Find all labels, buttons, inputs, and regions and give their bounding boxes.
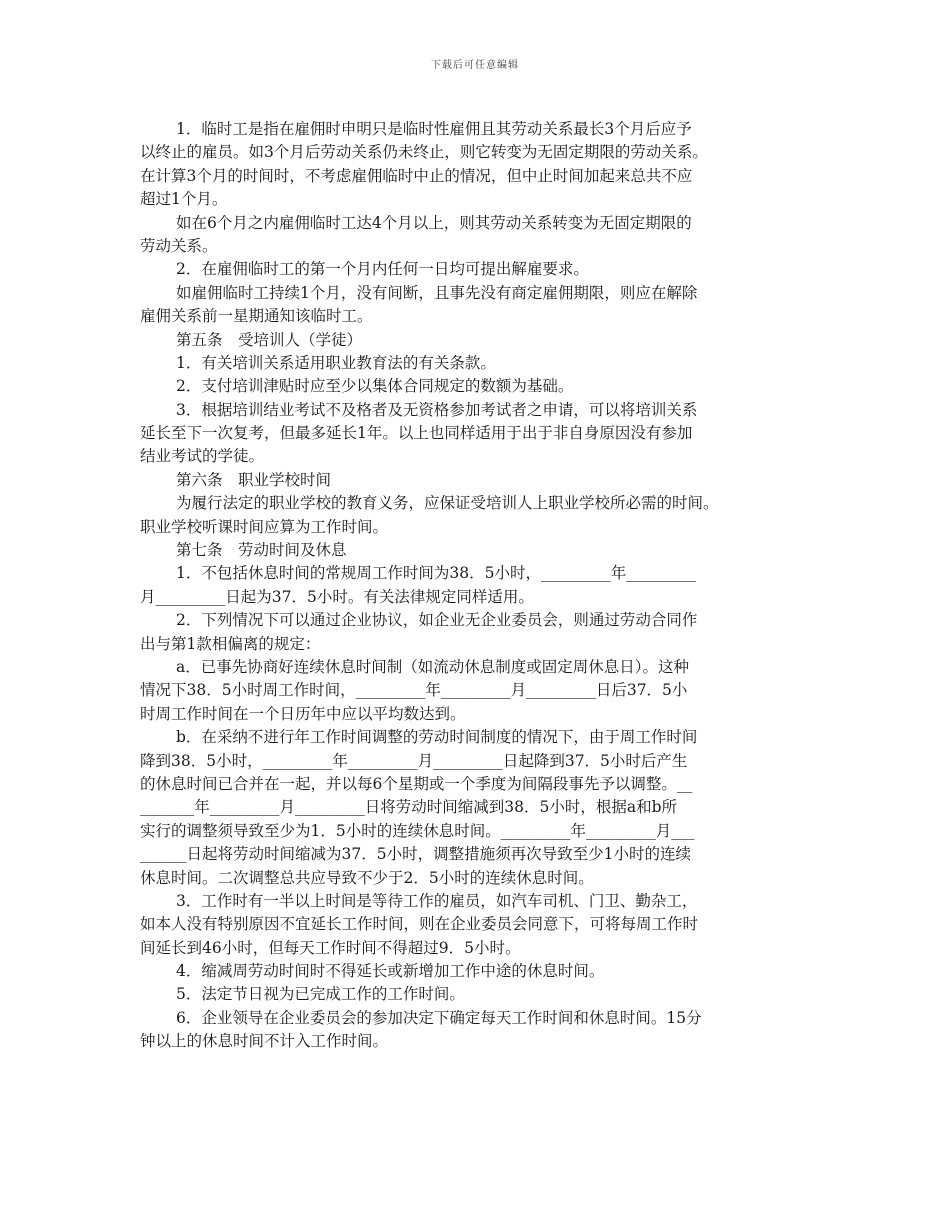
text-line: 5．法定节日视为已完成工作的工作时间。 — [176, 985, 465, 1004]
text-line: 雇佣关系前一星期通知该临时工。 — [140, 307, 373, 326]
text-line: 如在6个月之内雇佣临时工达4个月以上，则其劳动关系转变为无固定期限的 — [176, 213, 692, 232]
text-line: 时周工作时间在一个日历年中应以平均数达到。 — [140, 704, 466, 723]
text-line: 3．根据培训结业考试不及格者及无资格参加考试者之申请，可以将培训关系 — [176, 400, 698, 419]
document-body — [140, 118, 812, 1054]
text-line: 如本人没有特别原因不宜延长工作时间，则在企业委员会同意下，可将每周工作时 — [140, 915, 699, 934]
text-line: 出与第1款相偏离的规定： — [140, 634, 321, 653]
text-line: 在计算3个月的时间时，不考虑雇佣临时中止的情况，但中止时间加起来总共不应 — [140, 166, 693, 185]
text-line: 3．工作时有一半以上时间是等待工作的雇员，如汽车司机、门卫、勤杂工， — [176, 891, 698, 910]
text-line: 超过1个月。 — [140, 190, 228, 209]
text-line: 以终止的雇员。如3个月后劳动关系仍未终止，则它转变为无固定期限的劳动关系。 — [140, 143, 708, 162]
text-line: 第六条 职业学校时间 — [176, 470, 332, 489]
text-line: 4．缩减周劳动时间时不得延长或新增加工作中途的休息时间。 — [176, 962, 605, 981]
text-line: 6．企业领导在企业委员会的参加决定下确定每天工作时间和休息时间。15分 — [176, 1008, 702, 1027]
text-line: 职业学校听课时间应算为工作时间。 — [140, 517, 389, 536]
text-line: 实行的调整须导致至少为1．5小时的连续休息时间。_________年_________月___ — [140, 821, 695, 840]
text-line: 1．临时工是指在雇佣时申明只是临时性雇佣且其劳动关系最长3个月后应予 — [176, 120, 692, 138]
text-line: 月_________日起为37．5小时。有关法律规定同样适用。 — [140, 587, 534, 606]
text-line: 2．支付培训津贴时应至少以集体合同规定的数额为基础。 — [176, 377, 574, 396]
text-line: 2．在雇佣临时工的第一个月内任何一日均可提出解雇要求。 — [176, 260, 589, 279]
text-line: 间延长到46小时，但每天工作时间不得超过9．5小时。 — [140, 938, 521, 957]
text-line: 结业考试的学徒。 — [140, 447, 265, 466]
text-line: 休息时间。二次调整总共应导致不少于2．5小时的连续休息时间。 — [140, 868, 594, 887]
text-line: 1．不包括休息时间的常规周工作时间为38．5小时，_________年_________ — [176, 564, 696, 583]
text-line: 第五条 受培训人（学徒） — [176, 330, 363, 349]
text-line: 劳动关系。 — [140, 236, 218, 255]
text-line: ______日起将劳动时间缩减为37．5小时，调整措施须再次导致至少1小时的连续 — [140, 845, 691, 864]
text-line: 1．有关培训关系适用职业教育法的有关条款。 — [176, 353, 496, 372]
text-line: 为履行法定的职业学校的教育义务，应保证受培训人上职业学校所必需的时间。 — [176, 494, 719, 513]
text-line: 钟以上的休息时间不计入工作时间。 — [140, 1032, 389, 1051]
text-line: 如雇佣临时工持续1个月，没有间断，且事先没有商定雇佣期限，则应在解除 — [176, 283, 698, 302]
text-line: 2．下列情况下可以通过企业协议，如企业无企业委员会，则通过劳动合同作 — [176, 611, 698, 630]
text-line: a．已事先协商好连续休息时间制（如流动休息制度或固定周休息日）。这种 — [176, 657, 689, 676]
text-line: _______年_________月_________日将劳动时间缩减到38．5小时，根据a和b所 — [140, 798, 677, 817]
page-header: 下载后可任意编辑 — [431, 60, 519, 71]
text-line: b．在采纳不进行年工作时间调整的劳动时间制度的情况下，由于周工作时间 — [176, 728, 698, 747]
text-line: 延长至下一次复考，但最多延长1年。以上也同样适用于出于非自身原因没有参加 — [140, 424, 693, 443]
text-line: 降到38．5小时，_________年_________月_________日起降到37．5小时后产生 — [140, 751, 688, 770]
text-line: 情况下38．5小时周工作时间，_________年_________月_________日后37．5小 — [140, 681, 688, 700]
text-line: 第七条 劳动时间及休息 — [176, 541, 347, 560]
text-line: 的休息时间已合并在一起，并以每6个星期或一个季度为间隔段事先予以调整。__ — [140, 774, 693, 793]
